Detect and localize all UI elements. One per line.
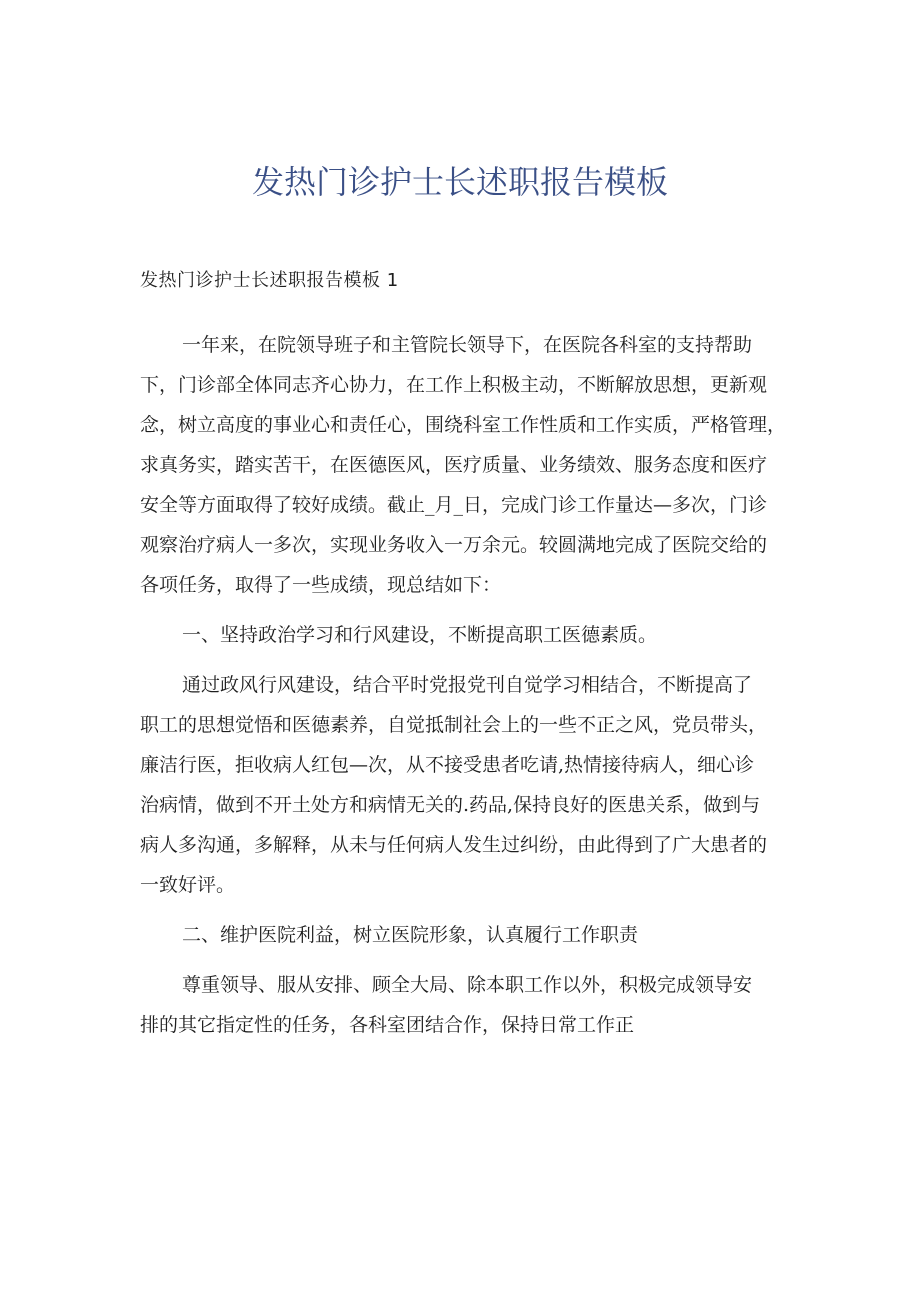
section-heading-1: 一、坚持政治学习和行风建设，不断提高职工医德素质。 [182, 624, 658, 646]
text-line: 通过政风行风建设，结合平时党报党刊自觉学习相结合，不断提高了 [182, 674, 753, 696]
text-line: 一年来，在院领导班子和主管院长领导下，在医院各科室的支持帮助 [182, 334, 753, 356]
text-line: 观察治疗病人一多次，实现业务收入一万余元。较圆满地完成了医院交给的 [140, 534, 768, 556]
text-line: 尊重领导、服从安排、顾全大局、除本职工作以外，积极完成领导安 [182, 974, 753, 996]
section-heading-2: 二、维护医院利益，树立医院形象，认真履行工作职责 [182, 924, 639, 946]
text-line: 下，门诊部全体同志齐心协力，在工作上积极主动，不断解放思想，更新观 [140, 374, 768, 396]
text-line: 念，树立高度的事业心和责任心，围绕科室工作性质和工作实质，严格管理， [140, 414, 787, 436]
text-line: 廉洁行医，拒收病人红包—次，从不接受患者吃请,热情接待病人，细心诊 [140, 754, 755, 776]
document-title: 发热门诊护士长述职报告模板 [251, 163, 668, 201]
text-line: 一致好评。 [140, 874, 236, 896]
text-line: 职工的思想觉悟和医德素养，自觉抵制社会上的一些不正之风，党员带头， [140, 714, 768, 736]
text-line: 各项任务，取得了一些成绩，现总结如下： [140, 574, 502, 596]
paragraph-intro [140, 325, 800, 605]
paragraph-section-2 [140, 965, 800, 1045]
text-line: 求真务实，踏实苦干，在医德医风，医疗质量、业务绩效、服务态度和医疗 [140, 454, 768, 476]
text-line: 排的其它指定性的任务，各科室团结合作，保持日常工作正 [140, 1014, 635, 1036]
section-subtitle: 发热门诊护士长述职报告模板 1 [140, 270, 399, 291]
text-line: 病人多沟通，多解释，从未与任何病人发生过纠纷，由此得到了广大患者的 [140, 834, 768, 856]
text-line: 安全等方面取得了较好成绩。截止_月_日，完成门诊工作量达—多次，门诊 [140, 494, 768, 516]
document-body [140, 262, 800, 1045]
paragraph-section-1 [140, 665, 800, 905]
text-line: 治病情，做到不开土处方和病情无关的.药品,保持良好的医患关系，做到与 [140, 794, 761, 816]
